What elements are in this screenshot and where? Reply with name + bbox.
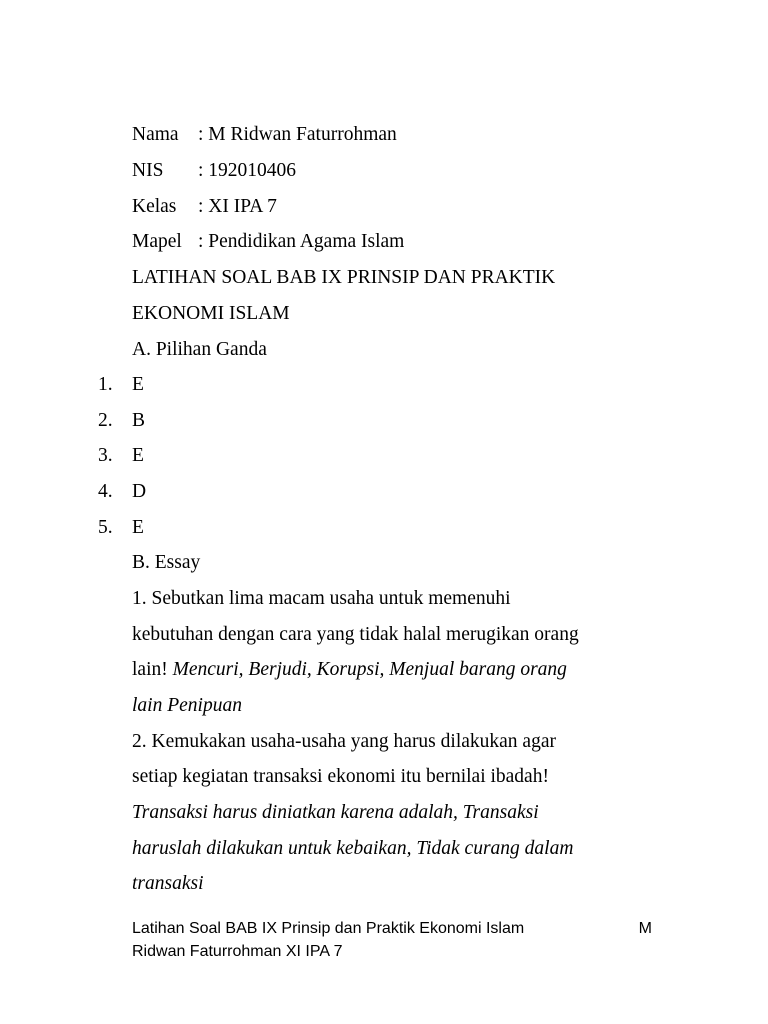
answer-number: 4.: [98, 481, 113, 502]
kelas-value: : XI IPA 7: [198, 196, 277, 217]
essay-answer-1-text: Mencuri, Berjudi, Korupsi, Menjual barang orang: [172, 659, 567, 680]
essay-answer-2-text: Transaksi harus diniatkan karena adalah, Transaksi: [132, 802, 539, 823]
nama-row: [132, 123, 397, 147]
section-a-heading: A. Pilihan Ganda: [132, 339, 267, 360]
essay-answer-1-text: lain Penipuan: [132, 695, 242, 716]
mapel-label: Mapel: [132, 231, 182, 252]
footer-author-initial: M: [638, 920, 652, 937]
document-title-line-2: EKONOMI ISLAM: [132, 303, 290, 324]
mapel-value: : Pendidikan Agama Islam: [198, 231, 405, 252]
section-b-heading: B. Essay: [132, 552, 201, 573]
answer-number: 2.: [98, 410, 113, 431]
essay-question-1-tail: lain!: [132, 659, 173, 680]
footer-line-1: [132, 917, 652, 940]
answer-value: B: [132, 410, 146, 431]
answer-value: D: [132, 481, 147, 502]
essay-answer-2-text: transaksi: [132, 873, 204, 894]
essay-question-2-line: 2. Kemukakan usaha-usaha yang harus dilakukan agar: [132, 731, 556, 752]
answer-number: 1.: [98, 374, 113, 395]
page-footer: [132, 917, 652, 963]
footer-line-2: Ridwan Faturrohman XI IPA 7: [132, 943, 343, 960]
answer-value: E: [132, 445, 144, 466]
nis-row: [132, 159, 296, 183]
essay-question-1-line: kebutuhan dengan cara yang tidak halal merugikan orang: [132, 624, 579, 645]
nama-value: : M Ridwan Faturrohman: [198, 124, 397, 145]
nis-label: NIS: [132, 160, 164, 181]
answer-value: E: [132, 517, 144, 538]
answer-value: E: [132, 374, 144, 395]
document-title-line-1: LATIHAN SOAL BAB IX PRINSIP DAN PRAKTIK: [132, 267, 556, 288]
nama-label: Nama: [132, 124, 179, 145]
kelas-label: Kelas: [132, 196, 177, 217]
mapel-row: [132, 230, 404, 254]
essay-question-1-line: 1. Sebutkan lima macam usaha untuk memenuhi: [132, 588, 511, 609]
footer-title: Latihan Soal BAB IX Prinsip dan Praktik Ekonomi Islam: [132, 920, 525, 937]
nis-value: : 192010406: [198, 160, 297, 181]
essay-answer-2-text: haruslah dilakukan untuk kebaikan, Tidak curang dalam: [132, 838, 574, 859]
kelas-row: [132, 195, 277, 219]
essay-question-1-answer-line: [132, 658, 567, 682]
essay-question-2-line: setiap kegiatan transaksi ekonomi itu bernilai ibadah!: [132, 766, 549, 787]
answer-number: 3.: [98, 445, 113, 466]
answer-number: 5.: [98, 517, 113, 538]
